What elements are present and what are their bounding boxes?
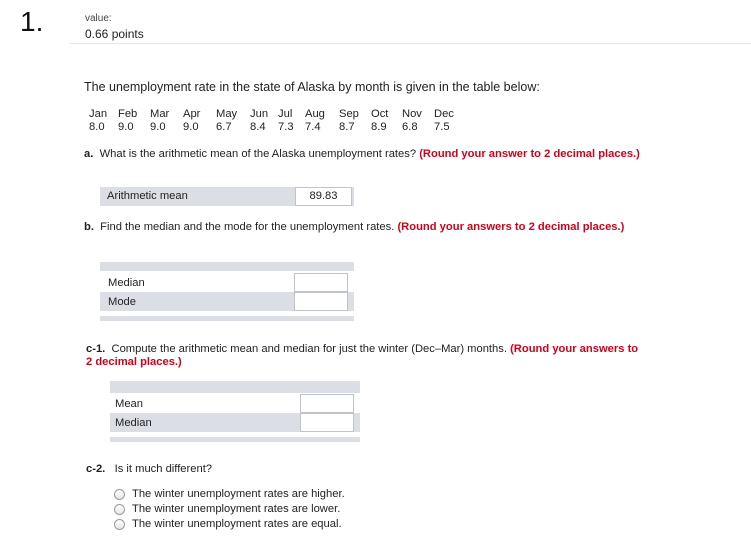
rate-cell: 9.0	[150, 121, 166, 133]
option-label: The winter unemployment rates are equal.	[132, 518, 342, 530]
month-cell: Feb	[118, 108, 138, 120]
part-b-text: Find the median and the mode for the unemployment rates.	[100, 221, 395, 233]
mode-label: Mode	[108, 296, 136, 308]
part-b-instruction: (Round your answers to 2 decimal places.)	[397, 221, 625, 233]
part-b-tag: b.	[84, 221, 94, 233]
question-intro: The unemployment rate in the state of Alaska by month is given in the table below:	[84, 80, 540, 94]
radio-option-lower[interactable]	[114, 503, 340, 515]
month-cell: Apr	[183, 108, 201, 120]
part-a-prompt	[84, 148, 644, 161]
rate-cell: 7.3	[278, 121, 294, 133]
option-label: The winter unemployment rates are higher.	[132, 488, 345, 500]
month-cell: Jun	[250, 108, 269, 120]
value-label: value:	[85, 13, 112, 24]
arithmetic-mean-input[interactable]: 89.83	[295, 187, 352, 206]
radio-circle-icon[interactable]	[114, 489, 125, 500]
month-cell: Jul	[278, 108, 293, 120]
radio-option-higher[interactable]	[114, 488, 345, 500]
rate-cell: 6.8	[402, 121, 418, 133]
mode-input[interactable]	[294, 292, 348, 311]
part-c1-instruction: (Round your answers to 2 decimal places.)	[86, 343, 639, 368]
unemployment-table	[89, 108, 454, 134]
part-a-instruction: (Round your answer to 2 decimal places.)	[419, 148, 640, 160]
month-cell: Jan	[89, 108, 108, 120]
part-b-table-header	[100, 262, 354, 271]
rate-cell: 9.0	[183, 121, 199, 133]
month-cell: May	[216, 108, 238, 120]
month-cell: Oct	[371, 108, 389, 120]
part-c1-text: Compute the arithmetic mean and median for just the winter (Dec–Mar) months.	[111, 343, 507, 355]
radio-option-equal[interactable]	[114, 518, 342, 530]
question-number: 1.	[20, 6, 44, 37]
option-label: The winter unemployment rates are lower.	[132, 503, 341, 515]
header-divider	[70, 43, 751, 44]
part-c1-table-header	[110, 381, 360, 393]
points-value: 0.66 points	[85, 27, 144, 41]
part-c1-table-footer	[110, 437, 360, 442]
part-a-tag: a.	[84, 148, 94, 160]
radio-circle-icon[interactable]	[114, 519, 125, 530]
part-c1-prompt	[86, 343, 646, 369]
part-c2-text: Is it much different?	[114, 463, 213, 475]
winter-mean-input[interactable]	[300, 394, 354, 413]
month-cell: Mar	[150, 108, 170, 120]
part-a-text: What is the arithmetic mean of the Alaska unemployment rates?	[99, 148, 417, 160]
part-c1-tag: c-1.	[86, 343, 106, 355]
median-label: Median	[108, 277, 145, 289]
months-row	[89, 108, 454, 121]
radio-circle-icon[interactable]	[114, 504, 125, 515]
rate-cell: 8.9	[371, 121, 387, 133]
mean-label: Mean	[115, 398, 143, 410]
month-cell: Aug	[305, 108, 325, 120]
rate-cell: 8.0	[89, 121, 105, 133]
rate-cell: 8.4	[250, 121, 266, 133]
month-cell: Sep	[339, 108, 359, 120]
part-b-table-footer	[100, 316, 354, 321]
part-b-prompt	[84, 221, 644, 234]
month-cell: Dec	[434, 108, 454, 120]
part-c2-tag: c-2.	[86, 463, 106, 475]
arithmetic-mean-label: Arithmetic mean	[107, 190, 188, 202]
month-cell: Nov	[402, 108, 422, 120]
rate-cell: 8.7	[339, 121, 355, 133]
part-c2-prompt	[86, 463, 212, 476]
rate-cell: 7.4	[305, 121, 321, 133]
winter-median-label: Median	[115, 417, 152, 429]
rate-cell: 9.0	[118, 121, 134, 133]
rate-cell: 6.7	[216, 121, 232, 133]
rate-cell: 7.5	[434, 121, 450, 133]
median-input[interactable]	[294, 273, 348, 292]
winter-median-input[interactable]	[300, 413, 354, 432]
rates-row	[89, 121, 454, 134]
